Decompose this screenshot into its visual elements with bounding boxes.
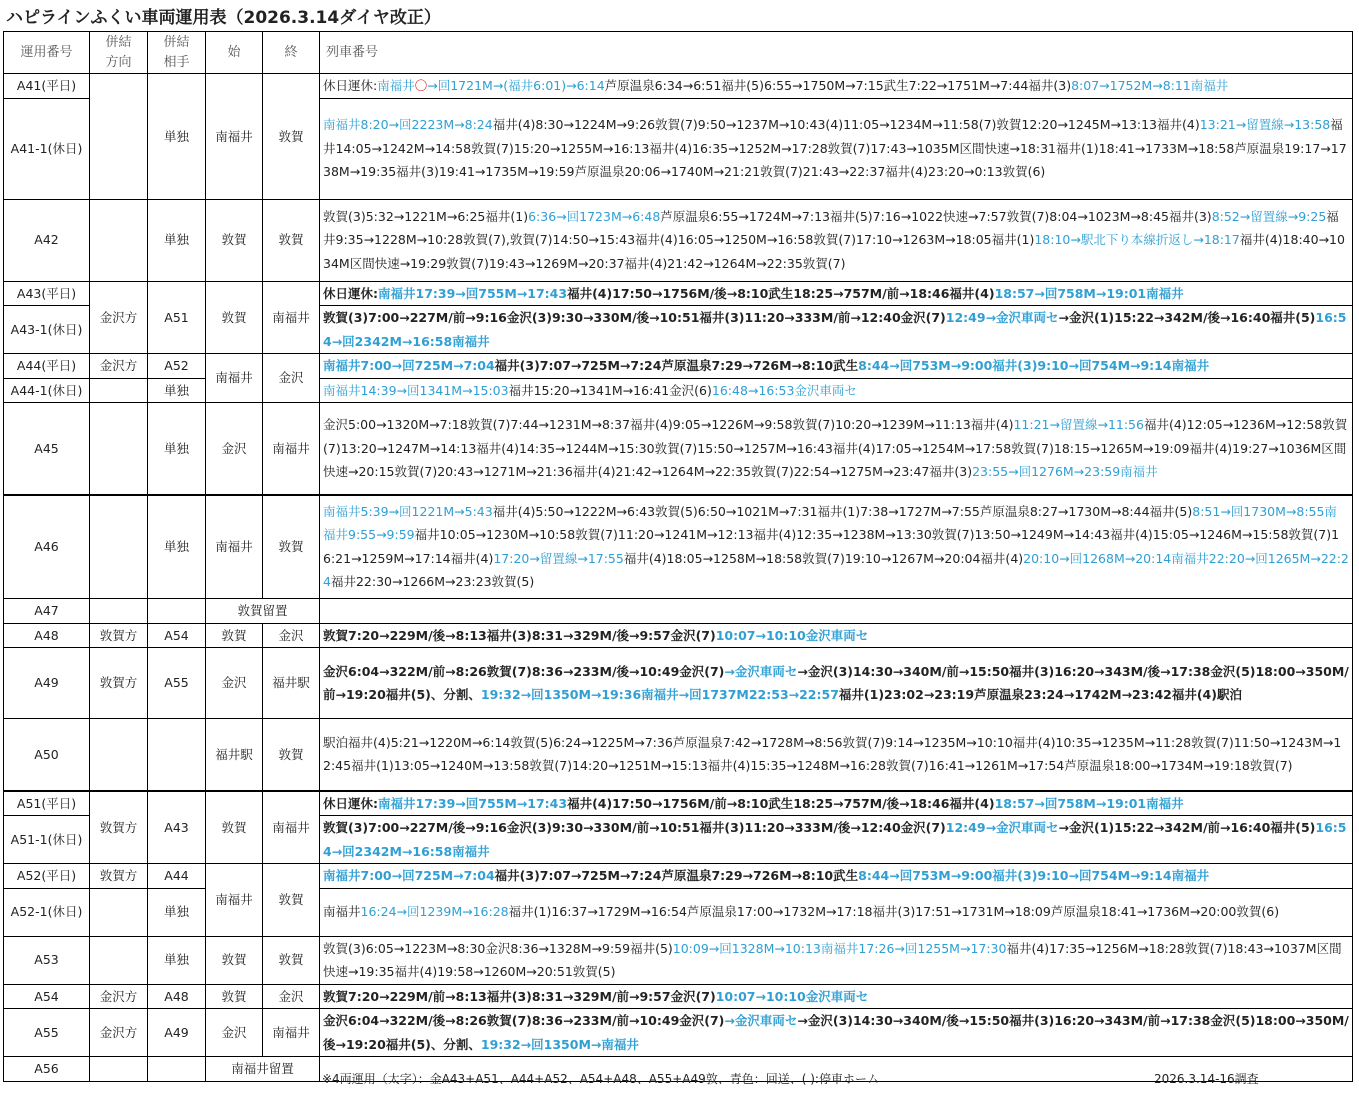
train-segment: →金沢(1)15:22→342M/後→16:40福井(5) [1058,310,1316,325]
table-row-a46 [4,495,1353,599]
row-id: A42 [4,199,90,281]
row-id: A43(平日) [4,281,90,306]
deadhead-segment: 13:21→留置線→13:58 [1199,117,1331,133]
end-cell: 敦賀 [263,199,320,281]
start-cell: 敦賀 [206,623,263,648]
deadhead-segment: 16:24→回1239M→16:28 [360,904,509,920]
survey-date: 2026.3.14-16調査 [1154,1072,1259,1086]
train-segment: 福井(4)17:50→1756M/前→8:10武生18:25→757M/後→18:46福井(4) [567,795,995,811]
start-cell: 南福井 [206,74,263,200]
deadhead-segment: 南福井 [377,78,415,93]
train-sequence [320,719,1353,791]
start-cell: 南福井 [206,354,263,403]
train-segment: 芦原温泉6:34→6:51福井(5)6:55→1750M→7:15武生7:22→1751M→7:44福井(3) [604,78,1072,93]
row-id: A41(平日) [4,74,90,99]
start-cell: 敦賀 [206,936,263,984]
deadhead-segment: 6:36→回1723M→6:48 [528,208,661,224]
train-sequence [320,354,1353,379]
end-cell: 金沢 [263,984,320,1009]
train-sequence [320,378,1353,403]
start-cell: 敦賀 [206,199,263,281]
train-sequence [320,403,1353,495]
deadhead-segment: 8:52→留置線→9:25 [1211,208,1327,224]
partner-cell: A43 [148,791,206,864]
train-segment: 敦賀(3)7:00→227M/前→9:16金沢(3)9:30→330M/後→10:51福井(3)11:20→333M/前→12:40金沢(7) [323,310,946,325]
deadhead-segment: 16:54→回2342M→16:58南福井 [323,820,1347,859]
deadhead-segment: →金沢車両セ [724,663,798,679]
direction-cell: 敦賀方 [90,864,148,889]
train-segment: 金沢6:04→322M/前→8:26敦賀(7)8:36→233M/後→10:49金沢(7) [323,663,725,679]
start-cell: 敦賀 [206,791,263,864]
direction-cell [90,403,148,495]
footnote: ※4両運用（太字）：金A43+A51、A44+A52、A54+A48、A55+A49敦、青色：回送、( ):停車ホーム [322,1072,879,1086]
train-sequence [320,936,1353,984]
deadhead-segment: 18:10→駅北下り本線折返し→18:17 [1034,232,1240,248]
partner-cell: A48 [148,984,206,1009]
train-segment: 敦賀(3)6:05→1223M→8:30金沢8:36→1328M→9:59福井(5) [323,940,673,956]
train-segment: 南福井 [323,904,361,920]
row-id: A51(平日) [4,791,90,816]
train-segment: 福井10:05→1230M→10:58敦賀(7)11:20→1241M→12:13福井(4)12:35→1238M→13:30敦賀(7)13:50→1249M→14:43福井(4)15:05→1246M→15:58敦賀(7)16:21→1259M→17:14福井(4) [323,527,1340,566]
direction-cell [90,378,148,403]
direction-cell: 金沢方 [90,984,148,1009]
deadhead-segment: 10:07→10:10金沢車両セ [715,988,869,1004]
deadhead-segment: 19:32→回1350M→19:36南福井→回1737M22:53→22:57 [480,687,839,702]
partner-cell: 単独 [148,74,206,200]
row-id: A45 [4,403,90,495]
direction-cell [90,495,148,599]
deadhead-segment: 18:57→回758M→19:01南福井 [994,285,1184,301]
train-sequence [320,306,1353,354]
row-id: A52(平日) [4,864,90,889]
train-segment: 福井(4)12:05→1236M→12:58敦賀(7)13:20→1247M→14:13福井(4)14:35→1244M→15:30敦賀(7)15:50→1257M→16:43福井(4)17:05→1254M→17:58敦賀(7)18:15→1265M→19:09福井(4)19:27→1036M区間快速→20:15敦賀(7)20:43→1271M→21:36福井(4)21:42→1264M→22:35敦賀(7)22:54→1275M→23:47福井(3) [323,417,1348,479]
start-cell: 金沢 [206,1009,263,1057]
deadhead-segment: →金沢車両セ [724,1013,798,1028]
deadhead-segment: →回1721M→(福井6:01)→6:14 [427,78,605,93]
direction-cell: 金沢方 [90,1009,148,1057]
row-id: A55 [4,1009,90,1057]
train-sequence [320,623,1353,648]
partner-cell [148,719,206,791]
direction-cell [90,199,148,281]
train-sequence [320,199,1353,281]
train-sequence [320,816,1353,864]
partner-cell: A49 [148,1009,206,1057]
deadhead-segment: 12:49→金沢車両セ [945,310,1059,325]
train-segment: 敦賀7:20→229M/後→8:13福井(3)8:31→329M/後→9:57金沢(7) [323,627,716,643]
deadhead-segment: 南福井17:39→回755M→17:43 [378,795,568,811]
row-id: A50 [4,719,90,791]
header-number: 運用番号 [4,32,90,74]
row-id: A46 [4,495,90,599]
start-cell: 南福井 [206,864,263,937]
header-start: 始 [206,32,263,74]
deadhead-segment: 19:32→回1350M→南福井 [480,1036,639,1052]
train-segment: 芦原温泉6:55→1724M→7:13福井(5)7:16→1022快速→7:57敦賀(7)8:04→1023M→8:45福井(3) [660,208,1212,224]
end-cell: 南福井 [263,1009,320,1057]
end-cell: 敦賀 [263,74,320,200]
partner-cell: 単独 [148,378,206,403]
table-row-a41 [4,74,1353,99]
train-segment: 福井(4)8:30→1224M→9:26敦賀(7)9:50→1237M→10:43(4)11:05→1234M→11:58(7)敦賀12:20→1245M→13:13福井(4) [492,117,1200,133]
table-row-a54 [4,984,1353,1009]
header-trains: 列車番号 [320,32,1353,74]
partner-cell [148,599,206,624]
deadhead-segment: 11:21→留置線→11:56 [1013,417,1144,432]
train-sequence [320,74,1353,99]
partner-cell: 単独 [148,888,206,936]
end-cell: 南福井 [263,281,320,354]
table-row-a45 [4,403,1353,495]
deadhead-segment: 8:51→回1730M→8:55南福井9:55→9:59 [323,503,1337,543]
train-segment: →金沢(1)15:22→342M/前→16:40福井(5) [1058,820,1316,835]
partner-cell [148,1057,206,1082]
table-row-a51 [4,791,1353,816]
start-cell: 福井駅 [206,719,263,791]
train-sequence [320,1009,1353,1057]
direction-cell: 金沢方 [90,354,148,379]
start-cell: 金沢 [206,648,263,719]
deadhead-segment: 10:07→10:10金沢車両セ [715,627,869,643]
row-id: A43-1(休日) [4,306,90,354]
direction-cell [90,936,148,984]
train-segment: →金沢(3)14:30→340M/後→15:50福井(3)16:20→343M/前→17:38金沢(5)18:00→350M/後→19:20福井(5)、分割、 [323,1013,1349,1052]
table-row-a55 [4,1009,1353,1057]
deadhead-segment: 16:54→回2342M→16:58南福井 [323,310,1347,349]
partner-cell: 単独 [148,199,206,281]
train-segment: 金沢6:04→322M/後→8:26敦賀(7)8:36→233M/前→10:49金沢(7) [323,1013,725,1028]
partner-cell: A55 [148,648,206,719]
row-id: A47 [4,599,90,624]
deadhead-segment: 南福井8:20→回2223M→8:24 [323,117,493,133]
deadhead-segment: 23:55→回1276M→23:59南福井 [972,464,1158,479]
train-segment: →金沢(3)14:30→340M/前→15:50福井(3)16:20→343M/後→17:38金沢(5)18:00→350M/前→19:20福井(5)、分割、 [323,663,1349,702]
row-id: A41-1(休日) [4,98,90,199]
partner-cell: A54 [148,623,206,648]
train-sequence [320,984,1353,1009]
marker-symbol: 〇 [414,78,428,93]
train-segment: 福井14:05→1242M→14:58敦賀(7)15:20→1255M→16:13福井(4)16:35→1252M→17:28敦賀(7)17:43→1035M区間快速→18:31福井(1)18:41→1733M→18:58芦原温泉19:17→1738M→19:35福井(3)19:41→1735M→19:59芦原温泉20:06→1740M→21:21敦賀(7)21:43→22:37福井(4)23:20→0:13敦賀(6) [323,117,1347,180]
train-segment: 休日運休: [323,795,378,811]
train-segment: 休日運休: [323,78,378,93]
deadhead-segment: 南福井7:00→回725M→7:04 [323,868,495,883]
partner-cell: A51 [148,281,206,354]
header-row [4,32,1353,74]
partner-cell: A52 [148,354,206,379]
end-cell: 金沢 [263,623,320,648]
end-cell: 福井駅 [263,648,320,719]
partner-cell: 単独 [148,403,206,495]
table-row-a53 [4,936,1353,984]
train-sequence [320,495,1353,599]
header-partner: 併結 相手 [148,32,206,74]
page-title: ハピラインふくい車両運用表（2026.3.14ダイヤ改正） [6,8,441,28]
row-id: A49 [4,648,90,719]
train-sequence [320,864,1353,889]
start-cell: 南福井 [206,495,263,599]
train-segment: 福井9:35→1228M→10:28敦賀(7),敦賀(7)14:50→15:43福井(4)16:05→1250M→16:58敦賀(7)17:10→1263M→18:05福井(1) [323,208,1339,248]
end-cell: 敦賀 [263,864,320,937]
deadhead-segment: 南福井17:39→回755M→17:43 [378,285,568,301]
train-segment: 福井15:20→1341M→16:41金沢(6) [508,382,712,398]
end-cell: 敦賀 [263,936,320,984]
direction-cell: 敦賀方 [90,791,148,864]
table-row-a48 [4,623,1353,648]
train-sequence [320,599,1353,624]
direction-cell [90,1057,148,1082]
deadhead-segment: 18:57→回758M→19:01南福井 [994,795,1184,811]
deadhead-segment: 16:48→16:53金沢車両セ [711,382,857,398]
deadhead-segment: 南福井7:00→回725M→7:04 [323,358,495,373]
end-cell: 敦賀 [263,719,320,791]
deadhead-segment: 8:44→回753M→9:00福井(3)9:10→回754M→9:14南福井 [858,358,1210,373]
train-segment: 金沢5:00→1320M→7:18敦賀(7)7:44→1231M→8:37福井(4)9:05→1226M→9:58敦賀(7)10:20→1239M→11:13福井(4) [323,417,1014,432]
row-id: A48 [4,623,90,648]
end-cell: 敦賀 [263,495,320,599]
train-sequence [320,888,1353,936]
deadhead-segment: 南福井5:39→回1221M→5:43 [323,503,493,519]
header-end: 終 [263,32,320,74]
start-cell: 敦賀 [206,281,263,354]
deadhead-segment: 12:49→金沢車両セ [945,820,1059,835]
table-row-a50 [4,719,1353,791]
end-cell: 南福井 [263,403,320,495]
train-segment: 敦賀7:20→229M/前→8:13福井(3)8:31→329M/前→9:57金沢(7) [323,988,716,1004]
train-segment: 福井(4)17:35→1256M→18:28敦賀(7)18:43→1037M区間快速→19:35福井(4)19:58→1260M→20:51敦賀(5) [323,940,1342,979]
direction-cell [90,719,148,791]
deadhead-segment: 10:09→回1328M→10:13南福井17:26→回1255M→17:30 [672,940,1007,956]
table-row-a44 [4,354,1353,379]
row-id: A52-1(休日) [4,888,90,936]
train-segment: 敦賀(3)5:32→1221M→6:25福井(1) [323,208,529,224]
train-sequence [320,791,1353,816]
train-sequence [320,281,1353,306]
end-cell: 金沢 [263,354,320,403]
row-id: A56 [4,1057,90,1082]
direction-cell [90,599,148,624]
train-segment: 駅泊福井(4)5:21→1220M→6:14敦賀(5)6:24→1225M→7:36芦原温泉7:42→1728M→8:56敦賀(7)9:14→1235M→10:10福井(4)10:35→1235M→11:28敦賀(7)11:50→1243M→12:45福井(1)13:05→1240M→13:58敦賀(7)14:20→1251M→15:13福井(4)15:35→1248M→16:28敦賀(7)16:41→1261M→17:54芦原温泉18:00→1734M→19:18敦賀(7) [323,734,1342,774]
row-id: A54 [4,984,90,1009]
train-sequence [320,98,1353,199]
deadhead-segment: 17:20→留置線→17:55 [493,550,624,566]
end-cell: 南福井 [263,791,320,864]
train-segment: 福井(1)23:02→23:19芦原温泉23:24→1742M→23:42福井(4)駅泊 [838,687,1242,702]
row-id: A53 [4,936,90,984]
train-segment: 福井(3)7:07→725M→7:24芦原温泉7:29→726M→8:10武生 [494,868,859,883]
deadhead-segment: 20:10→回1268M→20:14南福井22:20→回1265M→22:24 [323,550,1349,590]
start-cell: 金沢 [206,403,263,495]
direction-cell: 金沢方 [90,281,148,354]
deadhead-segment: 南福井14:39→回1341M→15:03 [323,382,509,398]
row-id: A44-1(休日) [4,378,90,403]
train-sequence [320,648,1353,719]
table-row-a43 [4,281,1353,306]
deadhead-segment: 8:07→1752M→8:11南福井 [1071,78,1229,93]
train-segment: 福井22:30→1266M→23:23敦賀(5) [330,574,535,590]
direction-cell: 敦賀方 [90,648,148,719]
header-direction: 併結 方向 [90,32,148,74]
row-id: A44(平日) [4,354,90,379]
stay-cell: 敦賀留置 [206,599,320,624]
start-cell: 敦賀 [206,984,263,1009]
train-segment: 福井(4)17:50→1756M/後→8:10武生18:25→757M/前→18:46福井(4) [567,285,995,301]
direction-cell: 敦賀方 [90,623,148,648]
stay-cell: 南福井留置 [206,1057,320,1082]
train-segment: 福井(4)18:05→1258M→18:58敦賀(7)19:10→1267M→20:04福井(4) [623,550,1024,566]
schedule-table [3,31,1353,1082]
direction-cell [90,74,148,200]
train-segment: 福井(4)18:40→1034M区間快速→19:29敦賀(7)19:43→1269M→20:37福井(4)21:42→1264M→22:35敦賀(7) [323,232,1345,271]
table-row-a52 [4,864,1353,889]
train-segment: 敦賀(3)7:00→227M/後→9:16金沢(3)9:30→330M/前→10:51福井(3)11:20→333M/後→12:40金沢(7) [323,820,946,835]
partner-cell: 単独 [148,495,206,599]
train-segment: 休日運休: [323,285,378,301]
partner-cell: A44 [148,864,206,889]
train-segment: 福井(3)7:07→725M→7:24芦原温泉7:29→726M→8:10武生 [494,358,859,373]
table-row-a47 [4,599,1353,624]
row-id: A51-1(休日) [4,816,90,864]
partner-cell: 単独 [148,936,206,984]
deadhead-segment: 8:44→回753M→9:00福井(3)9:10→回754M→9:14南福井 [858,868,1210,883]
train-segment: 福井(4)5:50→1222M→6:43敦賀(5)6:50→1021M→7:31福井(1)7:38→1727M→7:55芦原温泉8:27→1730M→8:44福井(5) [492,503,1193,519]
train-segment: 福井(1)16:37→1729M→16:54芦原温泉17:00→1732M→17:18福井(3)17:51→1731M→18:09芦原温泉18:41→1736M→20:00敦賀(6) [508,904,1280,920]
table-row-a49 [4,648,1353,719]
table-row-a42 [4,199,1353,281]
direction-cell [90,888,148,936]
